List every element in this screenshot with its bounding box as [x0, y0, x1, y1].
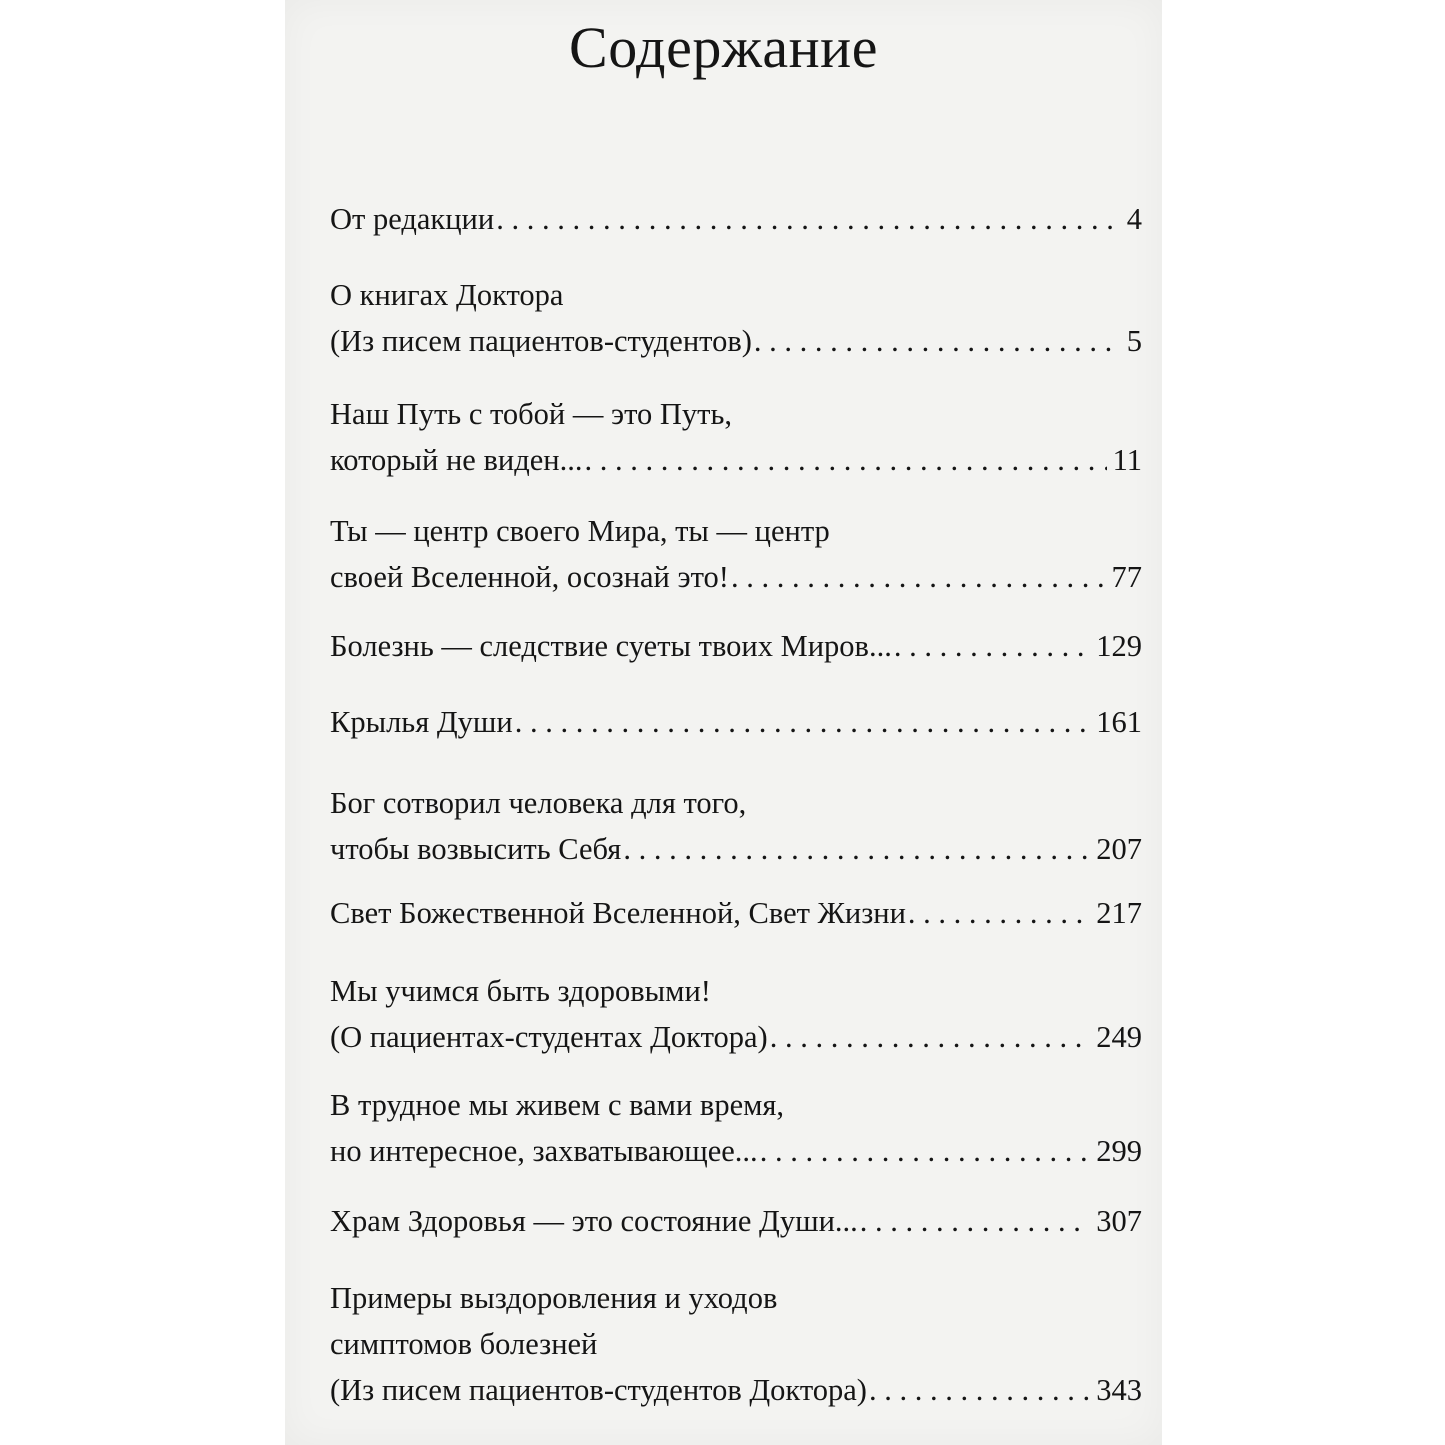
- toc-entry-last-line: [330, 1014, 1142, 1060]
- page-number: 249: [1096, 1020, 1142, 1054]
- toc-entry: [330, 1082, 1142, 1174]
- dot-leader: [496, 196, 1121, 242]
- toc-entry-title-line: О книгах Доктора: [330, 278, 564, 312]
- page-number: 217: [1096, 896, 1142, 930]
- toc-entry-last-line: [330, 318, 1142, 364]
- toc-entry-last-line: [330, 1367, 1142, 1413]
- toc-entry: [330, 508, 1142, 600]
- dot-leader: [584, 437, 1106, 483]
- toc-entry: [330, 1198, 1142, 1244]
- dot-leader: [515, 699, 1091, 745]
- toc-entry: [330, 623, 1142, 669]
- toc-entry: [330, 391, 1142, 483]
- toc-entry-last-line: [330, 554, 1142, 600]
- page-number: 299: [1096, 1134, 1142, 1168]
- toc-entry-title-line: чтобы возвысить Себя: [330, 832, 622, 866]
- dot-leader: [894, 623, 1090, 669]
- toc-entry-title-line: своей Вселенной, осознай это!: [330, 560, 729, 594]
- book-page: [285, 0, 1162, 1445]
- page-number: 161: [1096, 705, 1142, 739]
- toc-entry-title-line: Ты — центр своего Мира, ты — центр: [330, 514, 830, 548]
- page-number: 11: [1112, 443, 1142, 477]
- dot-leader: [623, 826, 1090, 872]
- toc-entry-title-line: Бог сотворил человека для того,: [330, 786, 747, 820]
- toc-entry-title-line: (Из писем пациентов-студентов Доктора): [330, 1373, 867, 1407]
- page-number: 77: [1111, 560, 1142, 594]
- toc-entry: [330, 1275, 1142, 1413]
- toc-entry-title-line: Мы учимся быть здоровыми!: [330, 974, 711, 1008]
- toc-entry-title-line: Свет Божественной Вселенной, Свет Жизни: [330, 896, 906, 930]
- toc-entry: [330, 272, 1142, 364]
- toc-entry-last-line: [330, 623, 1142, 669]
- page-number: 207: [1096, 832, 1142, 866]
- toc-entry-last-line: [330, 1128, 1142, 1174]
- dot-leader: [770, 1014, 1091, 1060]
- toc-entry-title-line: В трудное мы живем с вами время,: [330, 1088, 785, 1122]
- dot-leader: [760, 1128, 1091, 1174]
- toc-entry-title-line: От редакции: [330, 202, 495, 236]
- toc-entry-last-line: [330, 196, 1142, 242]
- toc-entry-last-line: [330, 437, 1142, 483]
- toc-entry-title-line: (О пациентах-студентах Доктора): [330, 1020, 768, 1054]
- toc-entry-title-line: который не виден...: [330, 443, 583, 477]
- toc-entry-title-line: симптомов болезней: [330, 1327, 598, 1361]
- dot-leader: [860, 1198, 1090, 1244]
- toc-entry-title-line: (Из писем пациентов-студентов): [330, 324, 752, 358]
- toc-entry-last-line: [330, 1198, 1142, 1244]
- toc-entry-title-line: Примеры выздоровления и уходов: [330, 1281, 778, 1315]
- toc-entry: [330, 780, 1142, 872]
- page-number: 129: [1096, 629, 1142, 663]
- toc-entry: [330, 196, 1142, 242]
- toc-entry-title-line: но интересное, захватывающее...: [330, 1134, 758, 1168]
- toc-entry-title-line: Наш Путь с тобой — это Путь,: [330, 397, 733, 431]
- page-title: Содержание: [569, 15, 878, 80]
- toc-entry-last-line: [330, 699, 1142, 745]
- toc-entry-title-line: Болезнь — следствие суеты твоих Миров...: [330, 629, 892, 663]
- page-number: 5: [1126, 324, 1142, 358]
- toc-entry: [330, 890, 1142, 936]
- toc-entry: [330, 699, 1142, 745]
- toc-entry-last-line: [330, 890, 1142, 936]
- page-number: 307: [1096, 1204, 1142, 1238]
- dot-leader: [908, 890, 1090, 936]
- toc-entry-last-line: [330, 826, 1142, 872]
- dot-leader: [754, 318, 1121, 364]
- page-number: 343: [1096, 1373, 1142, 1407]
- toc-entry-title-line: Крылья Души: [330, 705, 513, 739]
- dot-leader: [731, 554, 1106, 600]
- toc-entry-title-line: Храм Здоровья — это состояние Души...: [330, 1204, 858, 1238]
- page-number: 4: [1126, 202, 1142, 236]
- toc-entry: [330, 968, 1142, 1060]
- dot-leader: [869, 1367, 1090, 1413]
